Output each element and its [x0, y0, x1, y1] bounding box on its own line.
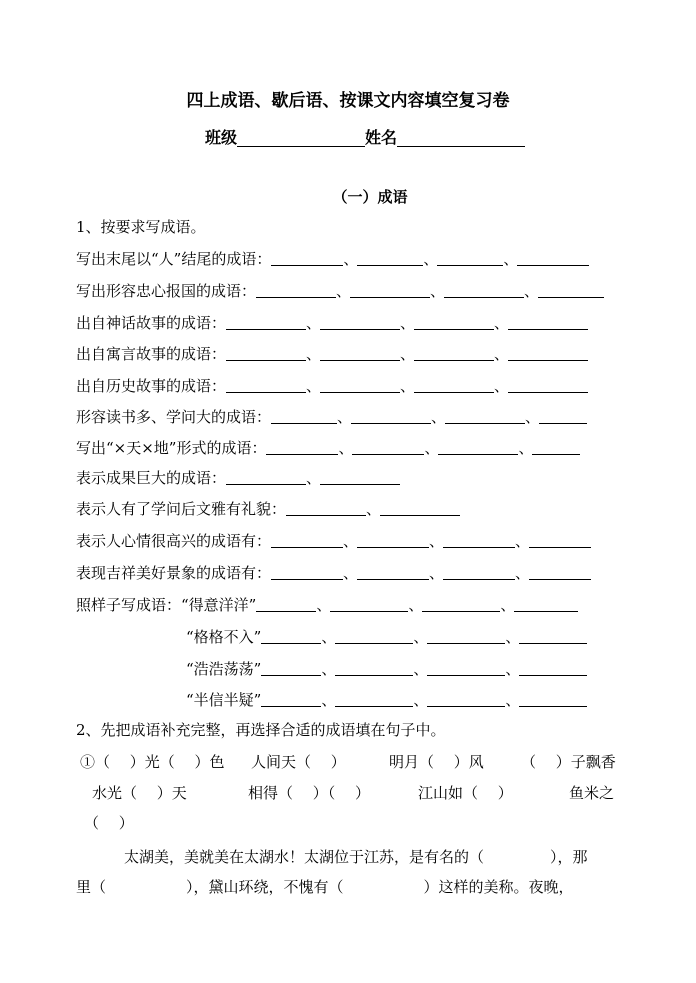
row-label: 写出形容忠心报国的成语： [76, 282, 257, 300]
answer-blank[interactable] [414, 377, 494, 393]
question-row: “格格不入” 、 、 、 [186, 627, 587, 647]
row-label: 表示人心情很高兴的成语有： [76, 532, 272, 550]
answer-blank[interactable] [532, 439, 580, 455]
answer-blank[interactable] [330, 596, 408, 612]
page-title: 四上成语、歇后语、按课文内容填空复习卷 [186, 91, 510, 111]
idiom-item[interactable]: 相得（ ）（ ） [248, 784, 371, 802]
row-label: 写出“×天×地”形式的成语： [76, 439, 267, 457]
answer-blank[interactable] [335, 628, 413, 644]
answer-blank[interactable] [514, 596, 578, 612]
row-label: 表示成果巨大的成语： [76, 469, 227, 487]
answer-blank[interactable] [256, 282, 336, 298]
passage-line: 里（ ），黛山环绕，不愧有（ ）这样的美称。夜晚， [76, 878, 574, 896]
row-label: 形容读书多、学问大的成语： [76, 408, 272, 426]
question-heading: 2、先把成语补充完整，再选择合适的成语填在句子中。 [76, 721, 446, 739]
question-heading: 1、按要求写成语。 [76, 218, 206, 236]
answer-blank[interactable] [508, 314, 588, 330]
answer-blank[interactable] [266, 439, 338, 455]
question-row: “半信半疑” 、 、 、 [186, 690, 587, 710]
answer-blank[interactable] [519, 660, 587, 676]
answer-blank[interactable] [261, 628, 321, 644]
answer-blank[interactable] [335, 691, 413, 707]
answer-blank[interactable] [508, 345, 588, 361]
answer-blank[interactable] [538, 282, 604, 298]
answer-blank[interactable] [438, 439, 518, 455]
answer-blank[interactable] [286, 500, 366, 516]
answer-blank[interactable] [508, 377, 588, 393]
idiom-item[interactable]: 鱼米之 [569, 784, 615, 802]
question-row: 出自寓言故事的成语： 、 、 、 [76, 344, 588, 364]
row-label: 出自神话故事的成语： [76, 314, 227, 332]
answer-blank[interactable] [357, 532, 429, 548]
answer-blank[interactable] [443, 532, 515, 548]
question-row: 表现吉祥美好景象的成语有： 、 、 、 [76, 563, 591, 583]
idiom-item[interactable]: 明月（ ）风 [389, 753, 484, 771]
answer-blank[interactable] [529, 532, 591, 548]
answer-blank[interactable] [444, 282, 524, 298]
answer-blank[interactable] [351, 408, 431, 424]
row-label: 表示人有了学问后文雅有礼貌： [76, 500, 287, 518]
question-row: 写出形容忠心报国的成语： 、 、 、 [76, 281, 604, 301]
answer-blank[interactable] [226, 345, 306, 361]
name-label: 姓名 [365, 128, 398, 147]
answer-blank[interactable] [443, 564, 515, 580]
answer-blank[interactable] [271, 564, 343, 580]
row-label: 表现吉祥美好景象的成语有： [76, 564, 272, 582]
question-row: 写出“×天×地”形式的成语： 、 、 、 [76, 438, 580, 458]
question-row: 形容读书多、学问大的成语： 、 、 、 [76, 407, 587, 427]
answer-blank[interactable] [256, 596, 316, 612]
idiom-item[interactable]: 江山如（ ） [418, 784, 513, 802]
answer-blank[interactable] [539, 408, 587, 424]
answer-blank[interactable] [320, 314, 400, 330]
name-field[interactable] [397, 128, 525, 147]
answer-blank[interactable] [261, 660, 321, 676]
passage-line: 太湖美，美就美在太湖水！太湖位于江苏，是有名的（ ），那 [124, 848, 588, 866]
row-label: 出自寓言故事的成语： [76, 345, 227, 363]
answer-blank[interactable] [320, 345, 400, 361]
row-label: “浩浩荡荡” [186, 660, 262, 678]
answer-blank[interactable] [352, 439, 424, 455]
answer-blank[interactable] [519, 691, 587, 707]
answer-blank[interactable] [422, 596, 500, 612]
answer-blank[interactable] [437, 250, 503, 266]
question-row: “浩浩荡荡” 、 、 、 [186, 659, 587, 679]
row-label: 写出末尾以“人”结尾的成语： [76, 250, 272, 268]
idiom-item[interactable]: 人间天（ ） [251, 753, 346, 771]
question-row: 出自历史故事的成语： 、 、 、 [76, 376, 588, 396]
idiom-item[interactable]: （ ） [84, 814, 134, 832]
question-row: 出自神话故事的成语： 、 、 、 [76, 313, 588, 333]
answer-blank[interactable] [271, 532, 343, 548]
question-row: 照样子写成语：“得意洋洋” 、 、 、 [76, 595, 578, 615]
answer-blank[interactable] [320, 377, 400, 393]
answer-blank[interactable] [427, 660, 505, 676]
question-row: 表示人有了学问后文雅有礼貌： 、 [76, 499, 460, 519]
row-label: 出自历史故事的成语： [76, 377, 227, 395]
answer-blank[interactable] [380, 500, 460, 516]
answer-blank[interactable] [271, 250, 343, 266]
idiom-item[interactable]: 水光（ ）天 [92, 784, 187, 802]
answer-blank[interactable] [271, 408, 337, 424]
question-row: 表示人心情很高兴的成语有： 、 、 、 [76, 531, 591, 551]
row-label: 照样子写成语：“得意洋洋” [76, 596, 257, 614]
answer-blank[interactable] [427, 691, 505, 707]
question-row: 表示成果巨大的成语： 、 [76, 468, 400, 488]
section-heading: （一）成语 [332, 188, 408, 206]
answer-blank[interactable] [529, 564, 591, 580]
answer-blank[interactable] [517, 250, 589, 266]
class-label: 班级 [205, 128, 238, 147]
answer-blank[interactable] [335, 660, 413, 676]
answer-blank[interactable] [427, 628, 505, 644]
answer-blank[interactable] [414, 345, 494, 361]
answer-blank[interactable] [226, 469, 306, 485]
answer-blank[interactable] [226, 377, 306, 393]
class-field[interactable] [237, 128, 365, 147]
answer-blank[interactable] [261, 691, 321, 707]
answer-blank[interactable] [357, 564, 429, 580]
student-info [205, 125, 525, 148]
answer-blank[interactable] [445, 408, 525, 424]
answer-blank[interactable] [357, 250, 423, 266]
idiom-item[interactable]: ①（ ）光（ ）色 [80, 753, 225, 771]
question-row: 写出末尾以“人”结尾的成语： 、 、 、 [76, 249, 589, 269]
row-label: “格格不入” [186, 628, 262, 646]
answer-blank[interactable] [519, 628, 587, 644]
idiom-item[interactable]: （ ）子飘香 [521, 753, 616, 771]
answer-blank[interactable] [226, 314, 306, 330]
row-label: “半信半疑” [186, 691, 262, 709]
answer-blank[interactable] [350, 282, 430, 298]
answer-blank[interactable] [320, 469, 400, 485]
answer-blank[interactable] [414, 314, 494, 330]
